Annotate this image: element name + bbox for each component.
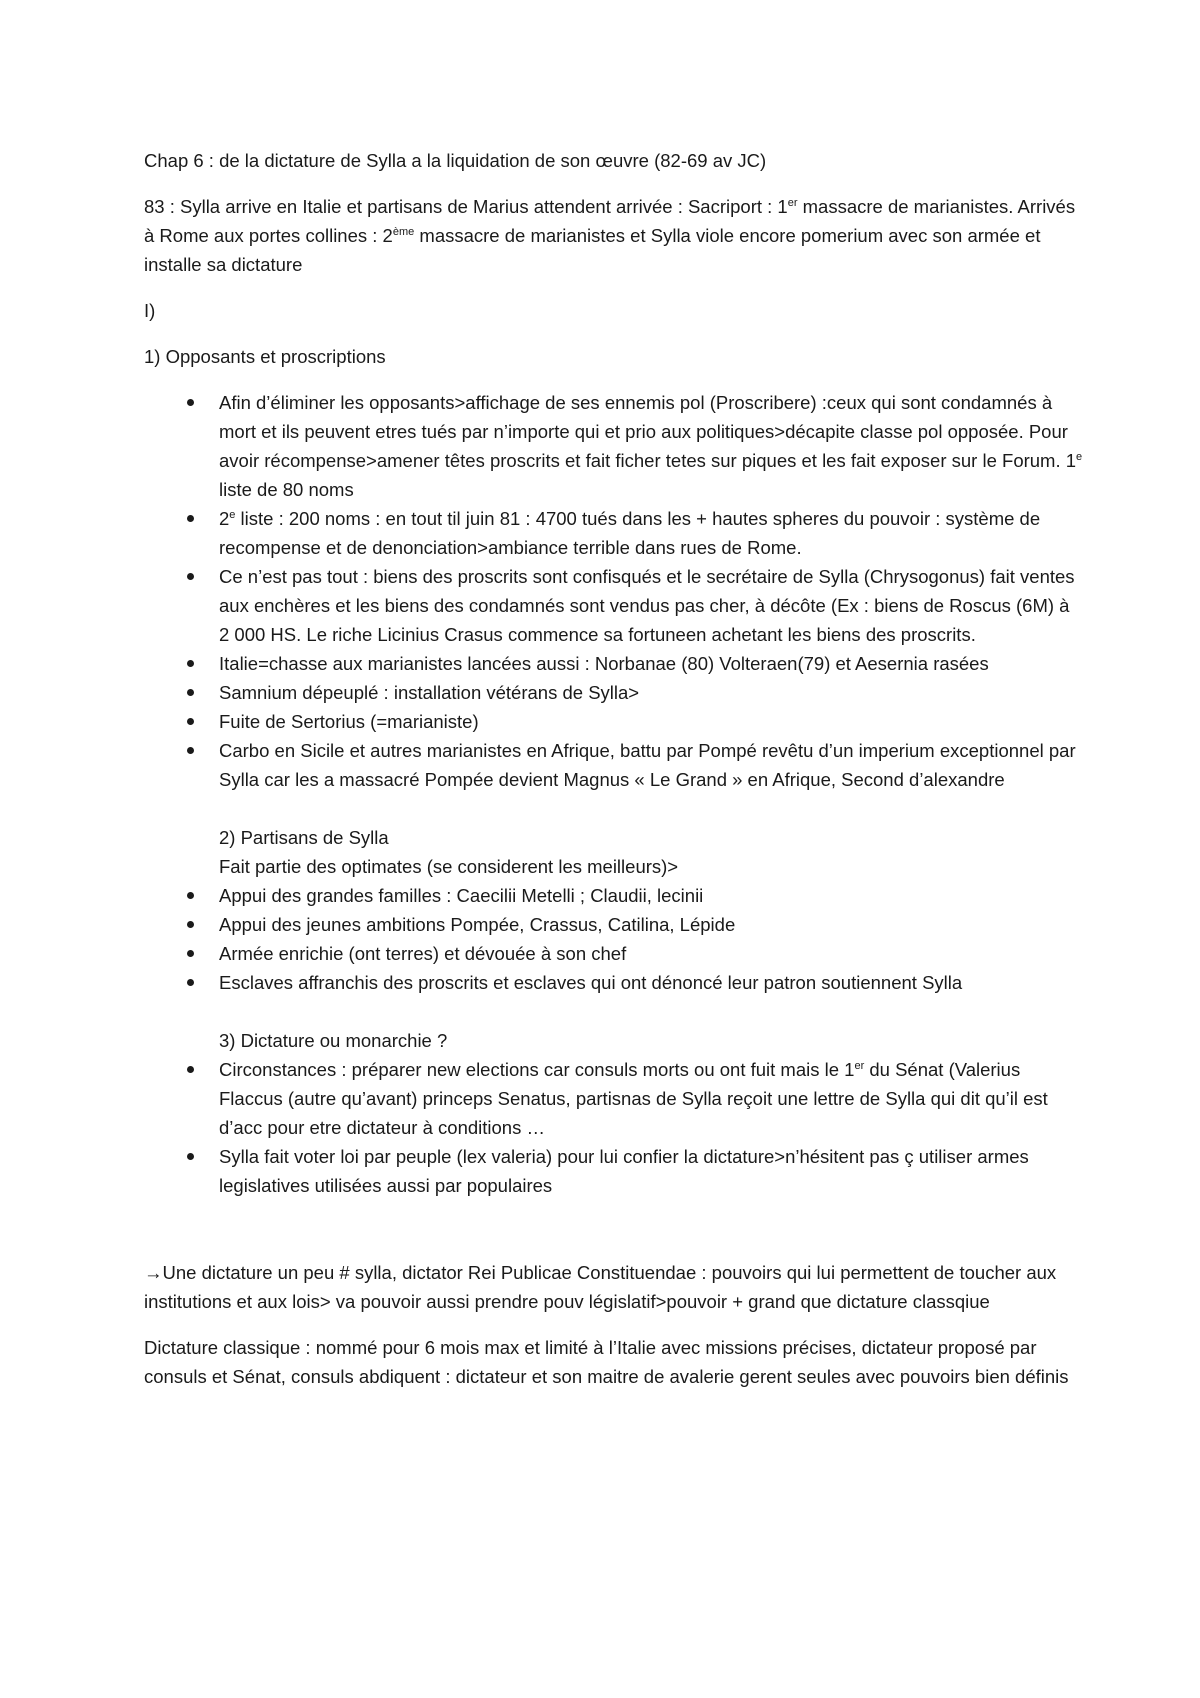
- bullet-icon: [187, 1066, 194, 1073]
- section-2-heading: 2) Partisans de Sylla: [219, 827, 389, 848]
- section-2-list: [144, 881, 1084, 997]
- intro-sup-2: ème: [392, 225, 415, 238]
- document-body: [144, 146, 1084, 1391]
- list-item: [144, 562, 1084, 649]
- list-item-text: Carbo en Sicile et autres marianistes en Afrique, battu par Pompé revêtu d’un imperium exceptionnel par Sylla car les a massacré Pompée devient Magnus « Le Grand » en Afrique, Second d’alexandre: [219, 740, 1076, 790]
- section-3-heading: 3) Dictature ou monarchie ?: [219, 1030, 448, 1051]
- intro-text-1: 83 : Sylla arrive en Italie et partisans de Marius attendent arrivée : Sacriport : 1: [144, 196, 788, 217]
- list-item: [144, 707, 1084, 736]
- list-item: [144, 881, 1084, 910]
- intro-text-3: massacre de marianistes et Sylla viole encore pomerium avec son armée et installe sa dictature: [144, 225, 1041, 275]
- list-item: [144, 939, 1084, 968]
- list-item-text: du Sénat (Valerius Flaccus (autre qu’avant) princeps Senatus, partisnas de Sylla reçoit une lettre de Sylla qui dit qu’il est d’acc pour etre dictateur à conditions …: [219, 1059, 1048, 1138]
- section-3-list: [144, 1055, 1084, 1200]
- list-item-sup: e: [1076, 450, 1083, 463]
- list-item-text: Appui des grandes familles : Caecilii Metelli ; Claudii, lecinii: [219, 885, 704, 906]
- list-item-text: Esclaves affranchis des proscrits et esclaves qui ont dénoncé leur patron soutiennent Sylla: [219, 972, 963, 993]
- section-marker: I): [144, 300, 156, 321]
- list-item: [144, 968, 1084, 997]
- list-item: [144, 649, 1084, 678]
- list-item-sup: er: [854, 1059, 865, 1072]
- bullet-icon: [187, 747, 194, 754]
- list-item-text: liste : 200 noms : en tout til juin 81 : 4700 tués dans les + hautes spheres du pouvoir : système de recompense et de denonciation>ambiance terrible dans rues de Rome.: [219, 508, 1041, 558]
- list-item-text: Fuite de Sertorius (=marianiste): [219, 711, 479, 732]
- list-item: [144, 678, 1084, 707]
- list-item-text: Circonstances : préparer new elections car consuls morts ou ont fuit mais le 1: [219, 1059, 855, 1080]
- list-item: [144, 388, 1084, 504]
- bullet-icon: [187, 1153, 194, 1160]
- list-item-text: Italie=chasse aux marianistes lancées aussi : Norbanae (80) Volteraen(79) et Aesernia rasées: [219, 653, 989, 674]
- list-item-text: Ce n’est pas tout : biens des proscrits sont confisqués et le secrétaire de Sylla (Chrysogonus) fait ventes aux enchères et les biens des condamnés sont vendus pas cher, à décôte (Ex : biens de Roscus (6M) à 2 000 HS. Le riche Licinius Crasus commence sa fortuneen achetant les biens des proscrits.: [219, 566, 1075, 645]
- bullet-icon: [187, 515, 194, 522]
- classic-dictatorship-paragraph: Dictature classique : nommé pour 6 mois max et limité à l’Italie avec missions précises, dictateur proposé par consuls et Sénat, consuls abdiquent : dictateur et son maitre de avalerie gerent seules avec pouvoirs bien définis: [144, 1337, 1069, 1387]
- list-item-text: Samnium dépeuplé : installation vétérans de Sylla>: [219, 682, 640, 703]
- list-item-text: Armée enrichie (ont terres) et dévouée à son chef: [219, 943, 627, 964]
- bullet-icon: [187, 718, 194, 725]
- bullet-icon: [187, 892, 194, 899]
- bullet-icon: [187, 921, 194, 928]
- list-item: [144, 504, 1084, 562]
- bullet-icon: [187, 979, 194, 986]
- bullet-icon: [187, 660, 194, 667]
- intro-sup-1: er: [787, 196, 798, 209]
- section-1-heading: 1) Opposants et proscriptions: [144, 346, 386, 367]
- list-item-text: Afin d’éliminer les opposants>affichage de ses ennemis pol (Proscribere) :ceux qui sont condamnés à mort et ils peuvent etres tués par n’importe qui et prio aux politiques>décapite classe pol opposée. Pour avoir récompense>amener têtes proscrits et fait ficher tetes sur piques et les fait exposer sur le Forum. 1: [219, 392, 1077, 471]
- list-item-text: Appui des jeunes ambitions Pompée, Crassus, Catilina, Lépide: [219, 914, 736, 935]
- conclusion-paragraph: →Une dictature un peu # sylla, dictator Rei Publicae Constituendae : pouvoirs qui lui permettent de toucher aux institutions et aux lois> va pouvoir aussi prendre pouv législatif>pouvoir + grand que dictature classqiue: [144, 1262, 1057, 1312]
- list-item: [144, 736, 1084, 794]
- list-item-text: liste de 80 noms: [219, 479, 354, 500]
- page-title: Chap 6 : de la dictature de Sylla a la liquidation de son œuvre (82-69 av JC): [144, 150, 767, 171]
- section-1-list: [144, 388, 1084, 794]
- intro-text-2: massacre de marianistes. Arrivés à Rome aux portes collines : 2: [144, 196, 1076, 246]
- list-item: [144, 910, 1084, 939]
- list-item: [144, 1055, 1084, 1142]
- list-item-text: Sylla fait voter loi par peuple (lex valeria) pour lui confier la dictature>n’hésitent pas ç utiliser armes legislatives utilisées aussi par populaires: [219, 1146, 1029, 1196]
- bullet-icon: [187, 950, 194, 957]
- section-2-subline: Fait partie des optimates (se considerent les meilleurs)>: [219, 856, 679, 877]
- intro-paragraph: [144, 192, 1084, 279]
- bullet-icon: [187, 399, 194, 406]
- bullet-icon: [187, 689, 194, 696]
- list-item: [144, 1142, 1084, 1200]
- bullet-icon: [187, 573, 194, 580]
- list-item-text: 2: [219, 508, 230, 529]
- list-item-sup: e: [229, 508, 236, 521]
